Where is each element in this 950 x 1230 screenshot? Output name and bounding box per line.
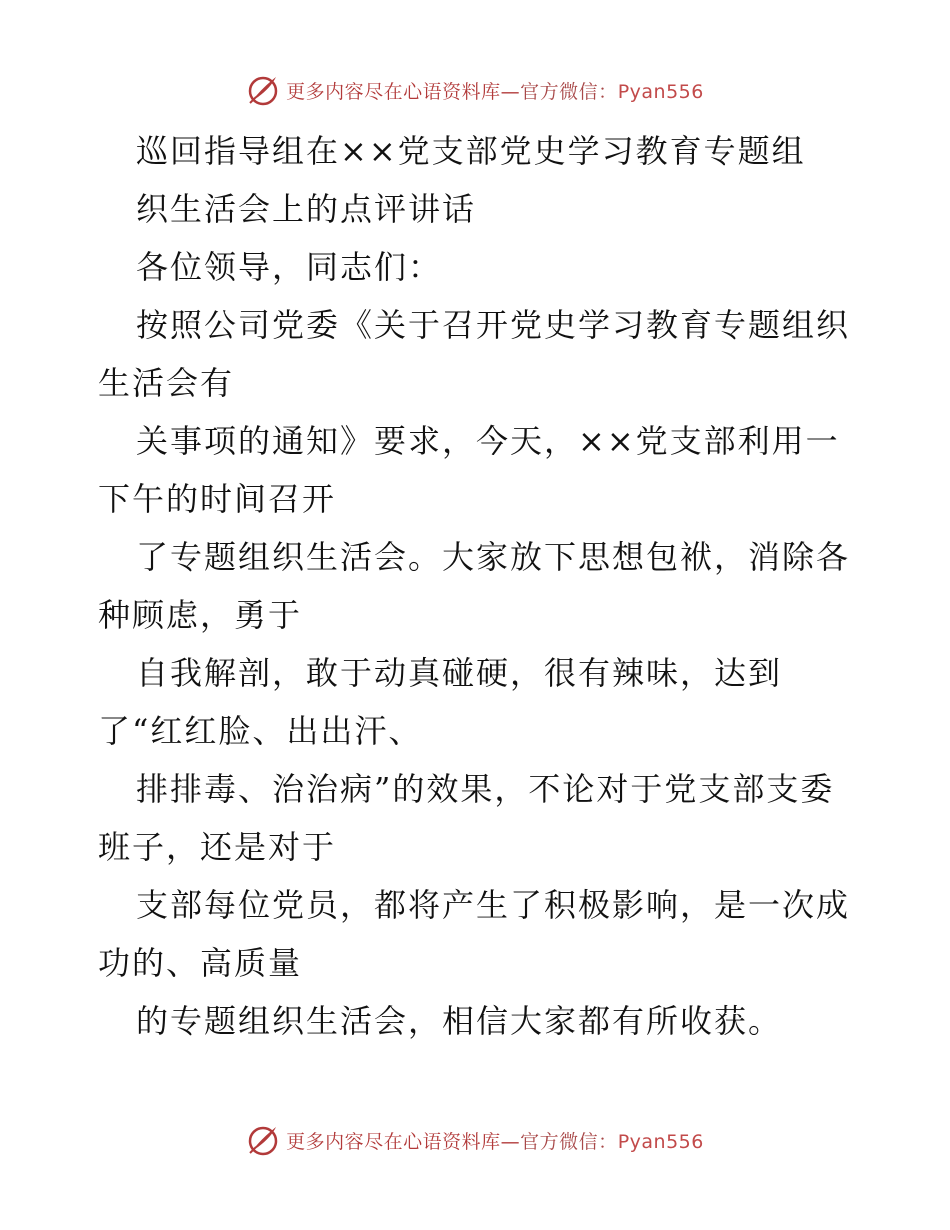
document-line: 种顾虑，勇于 xyxy=(98,596,303,634)
document-line: 自我解剖，敢于动真碰硬，很有辣味，达到 xyxy=(136,654,783,692)
header-watermark xyxy=(0,70,950,110)
document-line: 班子，还是对于 xyxy=(98,828,337,866)
watermark-separator: — xyxy=(500,80,521,103)
footer-watermark xyxy=(0,1120,950,1160)
watermark-main: 更多内容尽在心语资料库 xyxy=(286,1130,501,1153)
watermark-wechat-label: 官方微信： xyxy=(520,80,618,103)
document-line: 关事项的通知》要求，今天，××党支部利用一 xyxy=(136,422,840,460)
document-line: 巡回指导组在××党支部党史学习教育专题组 xyxy=(136,132,806,170)
document-line: 织生活会上的点评讲话 xyxy=(136,190,477,228)
document-line: 生活会有 xyxy=(98,364,235,402)
document-line: 了“红红脸、出出汗、 xyxy=(98,712,423,750)
watermark-wechat-id: Pyan556 xyxy=(617,1130,704,1153)
document-line: 支部每位党员，都将产生了积极影响，是一次成 xyxy=(136,886,851,924)
quill-logo-icon xyxy=(246,73,280,107)
watermark-text xyxy=(286,77,704,104)
watermark-main: 更多内容尽在心语资料库 xyxy=(286,80,501,103)
document-body xyxy=(98,122,858,1050)
watermark-wechat-id: Pyan556 xyxy=(617,80,704,103)
quill-logo-icon xyxy=(246,1123,280,1157)
watermark-wechat-label: 官方微信： xyxy=(520,1130,618,1153)
document-line: 各位领导，同志们： xyxy=(136,248,443,286)
document-line: 功的、高质量 xyxy=(98,944,303,982)
document-line: 排排毒、治治病”的效果，不论对于党支部支委 xyxy=(136,770,835,808)
document-line: 按照公司党委《关于召开党史学习教育专题组织 xyxy=(136,306,851,344)
watermark-text xyxy=(286,1127,704,1154)
document-line: 下午的时间召开 xyxy=(98,480,337,518)
document-line: 的专题组织生活会，相信大家都有所收获。 xyxy=(136,1002,783,1040)
document-line: 了专题组织生活会。大家放下思想包袱，消除各 xyxy=(136,538,851,576)
watermark-separator: — xyxy=(500,1130,521,1153)
